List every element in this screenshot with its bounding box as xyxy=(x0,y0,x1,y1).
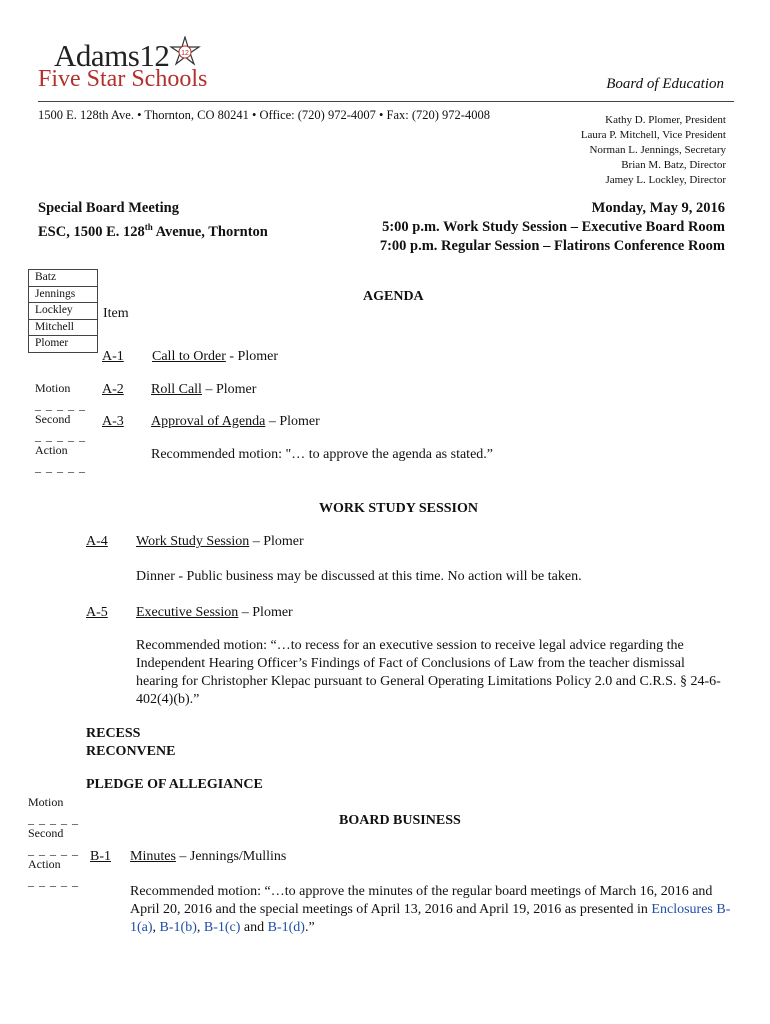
meeting-title: Special Board Meeting xyxy=(38,200,179,216)
work-study-header: WORK STUDY SESSION xyxy=(319,501,478,516)
officer-director-batz: Brian M. Batz, Director xyxy=(621,159,726,171)
agenda-item-a2: Roll Call – Plomer xyxy=(151,382,257,397)
officer-president: Kathy D. Plomer, President xyxy=(605,114,726,126)
board-of-education-title: Board of Education xyxy=(606,76,724,92)
agenda-item-a3: Approval of Agenda – Plomer xyxy=(151,414,320,429)
action-blank[interactable]: _ _ _ _ _ xyxy=(35,460,86,474)
second-blank[interactable]: _ _ _ _ _ xyxy=(35,429,86,443)
officer-vice-president: Laura P. Mitchell, Vice President xyxy=(580,129,726,141)
pledge-label: PLEDGE OF ALLEGIANCE xyxy=(86,777,263,792)
item-header: Item xyxy=(103,306,129,321)
board-business-header: BOARD BUSINESS xyxy=(339,813,461,828)
officers-list xyxy=(581,113,726,188)
action-label: Action xyxy=(28,857,61,871)
item-number-a4: A-4 xyxy=(86,534,108,549)
action-label: Action xyxy=(35,443,68,457)
agenda-header: AGENDA xyxy=(363,289,424,304)
vote-row: Mitchell xyxy=(29,320,97,337)
vote-row: Batz xyxy=(29,270,97,287)
item-number-a1: A-1 xyxy=(102,349,124,364)
meeting-info-right xyxy=(380,199,725,256)
motion-blank[interactable]: _ _ _ _ _ xyxy=(28,812,79,826)
motion-label: Motion xyxy=(28,795,64,809)
enclosure-b1d-link[interactable]: B-1(d) xyxy=(267,920,305,935)
session-work-study: 5:00 p.m. Work Study Session – Executive Board Room xyxy=(382,219,725,235)
meeting-info-left xyxy=(38,199,268,242)
enclosure-b1b-link[interactable]: B-1(b) xyxy=(159,920,197,935)
item-number-a3: A-3 xyxy=(102,414,124,429)
recommended-motion-b1: Recommended motion: “…to approve the minutes of the regular board meetings of March 16, 2016 and April 20, 2016 and the special meetings of April 13, 2016 and April 19, 2016 as presented in Enclosures B-1(a), B-1(b), B-1(c) and B-1(d).” xyxy=(130,884,731,935)
vote-row: Plomer xyxy=(35,337,69,349)
reconvene-label: RECONVENE xyxy=(86,744,176,759)
header-divider xyxy=(38,101,734,102)
officer-secretary: Norman L. Jennings, Secretary xyxy=(589,144,726,156)
agenda-item-a5: Executive Session – Plomer xyxy=(136,605,293,620)
item-number-a5: A-5 xyxy=(86,605,108,620)
agenda-item-a1: Call to Order - Plomer xyxy=(152,349,278,364)
motion-label: Motion xyxy=(35,381,71,395)
agenda-item-a4: Work Study Session – Plomer xyxy=(136,534,304,549)
five-star-badge-icon xyxy=(168,36,202,70)
recommended-motion-a3: Recommended motion: "… to approve the agenda as stated.” xyxy=(151,447,494,462)
item-number-a2: A-2 xyxy=(102,382,124,397)
logo-five-star-schools: Five Star Schools xyxy=(38,66,208,92)
recess-label: RECESS xyxy=(86,726,141,741)
recommended-motion-a5: Recommended motion: “…to recess for an executive session to receive legal advice regarding the Independent Hearing Officer’s Findings of Fact of Conclusions of Law from the teacher dismissal hearing for Christopher Klepac pursuant to General Operating Limitations Policy 2.0 and C.R.S. § 24-6-402(4)(b).” xyxy=(136,638,721,707)
logo-adams12: Adams12 xyxy=(54,38,170,73)
second-label: Second xyxy=(35,412,71,426)
meeting-date: Monday, May 9, 2016 xyxy=(591,200,725,216)
motion-blank[interactable]: _ _ _ _ _ xyxy=(35,398,86,412)
vote-row: Jennings xyxy=(29,287,97,304)
enclosure-b1a-link[interactable]: Enclosures B-1(a) xyxy=(130,902,731,935)
meeting-location: ESC, 1500 E. 128th Avenue, Thornton xyxy=(38,222,268,240)
officer-director-lockley: Jamey L. Lockley, Director xyxy=(605,174,726,186)
item-number-b1: B-1 xyxy=(90,849,111,864)
session-regular: 7:00 p.m. Regular Session – Flatirons Conference Room xyxy=(379,238,725,254)
action-blank[interactable]: _ _ _ _ _ xyxy=(28,874,79,888)
svg-text:12: 12 xyxy=(181,50,189,57)
second-label: Second xyxy=(28,826,64,840)
vote-row: Lockley xyxy=(29,303,97,320)
second-blank[interactable]: _ _ _ _ _ xyxy=(28,843,79,857)
enclosure-b1c-link[interactable]: B-1(c) xyxy=(203,920,241,935)
agenda-item-b1: Minutes – Jennings/Mullins xyxy=(130,849,287,864)
vote-table xyxy=(28,269,98,353)
address-line: 1500 E. 128th Ave. • Thornton, CO 80241 • Office: (720) 972-4007 • Fax: (720) 972-4008 xyxy=(38,108,490,122)
dinner-note: Dinner - Public business may be discussed at this time. No action will be taken. xyxy=(136,569,582,584)
